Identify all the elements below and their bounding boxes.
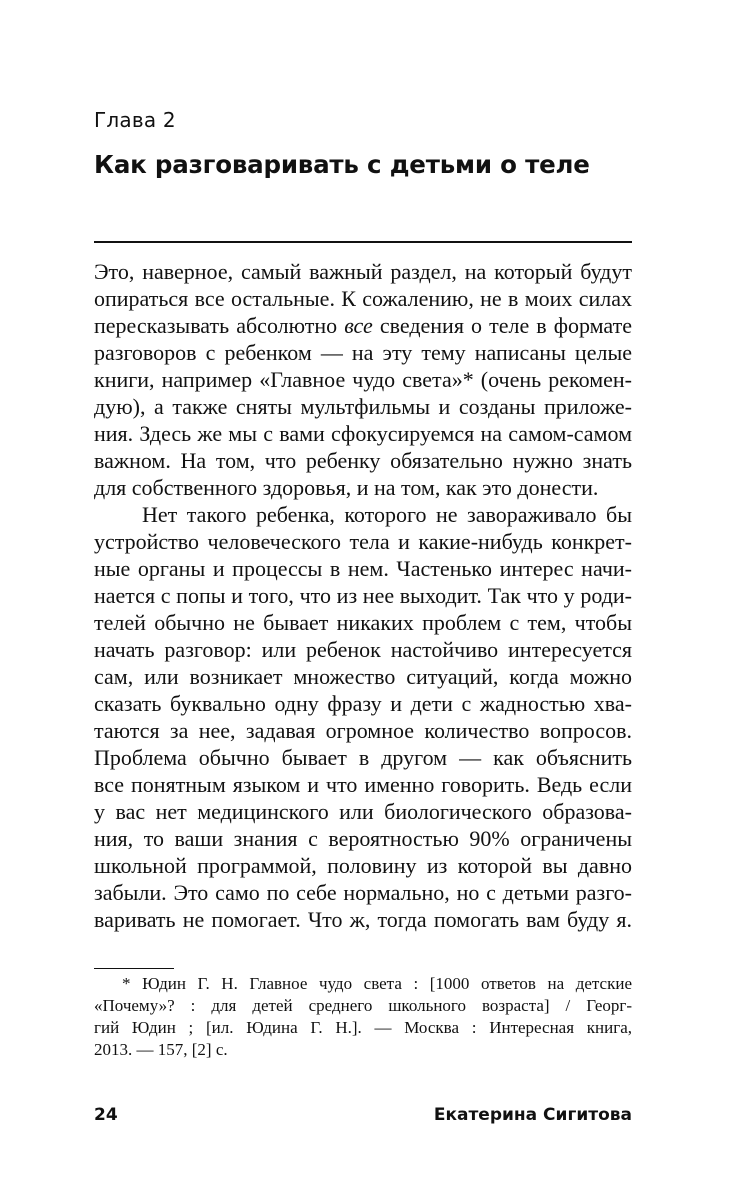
text-line: школьной программой, половину из которой вы давно	[94, 853, 632, 878]
footnote-divider	[94, 968, 174, 969]
title-divider	[94, 241, 632, 243]
footnote-line: 2013. — 157, [2] с.	[94, 1040, 228, 1059]
text-line: Проблема обычно бывает в другом — как объяснить	[94, 745, 632, 770]
main-text	[94, 258, 632, 933]
text-line: Это, наверное, самый важный раздел, на который будут	[94, 259, 632, 284]
text-line: все понятным языком и что именно говорить. Ведь если	[94, 772, 632, 797]
emphasis-text: все	[344, 313, 373, 338]
text-line: дую), а также сняты мультфильмы и созданы приложе-	[94, 394, 632, 419]
text-line: важном. На том, что ребенку обязательно нужно знать	[94, 448, 632, 473]
text-line: телей обычно не бывает никаких проблем с тем, чтобы	[94, 610, 632, 635]
text-line: таются за нее, задавая огромное количество вопросов.	[94, 718, 632, 743]
text-line: ные органы и процессы в нем. Частенько интерес начи-	[94, 556, 632, 581]
text-line: нается с попы и того, что из нее выходит. Так что у роди-	[94, 583, 632, 608]
text-line: забыли. Это само по себе нормально, но с детьми разго-	[94, 880, 632, 905]
page-number: 24	[94, 1105, 118, 1125]
text-line: для собственного здоровья, и на том, как это донести.	[94, 475, 599, 500]
text-line: сам, или возникает множество ситуаций, когда можно	[94, 664, 632, 689]
text-line: начать разговор: или ребенок настойчиво интересуется	[94, 637, 632, 662]
text-line: пересказывать абсолютно все сведения о теле в формате	[94, 313, 633, 338]
text-line: устройство человеческого тела и какие-нибудь конкрет-	[94, 529, 632, 554]
text-line: у вас нет медицинского или биологического образова-	[94, 799, 632, 824]
running-author: Екатерина Сигитова	[433, 1105, 632, 1125]
text-line: ния, то ваши знания с вероятностью 90% ограничены	[94, 826, 632, 851]
text-line: Нет такого ребенка, которого не завораживало бы	[142, 502, 632, 527]
chapter-title: Как разговаривать с детьми о теле	[94, 150, 590, 179]
text-line: варивать не помогает. Что ж, тогда помогать вам буду я.	[94, 907, 632, 932]
text-line: книги, например «Главное чудо света»* (очень рекомен-	[94, 367, 632, 392]
footnote	[94, 973, 632, 1061]
footnote-line: * Юдин Г. Н. Главное чудо света : [1000 ответов на детские	[122, 974, 632, 993]
text-line: сказать буквально одну фразу и дети с жадностью хва-	[94, 691, 632, 716]
footnote-line: «Почему»? : для детей среднего школьного возраста] / Георг-	[94, 996, 632, 1015]
text-line: опираться все остальные. К сожалению, не в моих силах	[94, 286, 632, 311]
text-line: ния. Здесь же мы с вами сфокусируемся на самом-самом	[94, 421, 632, 446]
chapter-label: Глава 2	[94, 108, 176, 132]
text-line: разговоров с ребенком — на эту тему написаны целые	[94, 340, 632, 365]
footnote-line: гий Юдин ; [ил. Юдина Г. Н.]. — Москва : Интересная книга,	[94, 1018, 632, 1037]
